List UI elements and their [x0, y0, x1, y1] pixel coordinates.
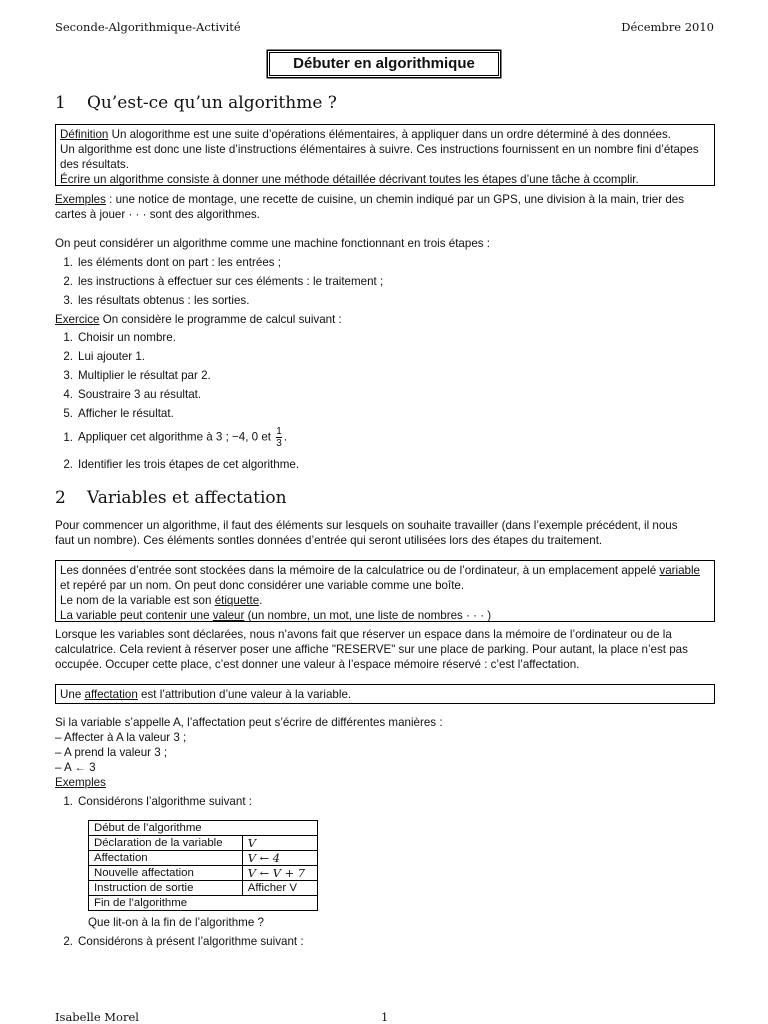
list-item: 4. Soustraire 3 au résultat.	[63, 388, 202, 401]
list-item: 5. Afficher le résultat.	[63, 407, 174, 420]
list-item: – A ← 3	[55, 761, 96, 774]
document-title: Débuter en algorithmique	[269, 52, 499, 76]
section-title: Qu’est-ce qu’un algorithme ?	[87, 93, 337, 113]
term-variable: variable	[659, 564, 700, 577]
list-item: 2. Lui ajouter 1.	[63, 350, 146, 363]
table-row: Affectation V ← 4	[89, 851, 318, 866]
paragraph-line: et repéré par un nom. On peut donc considérer une variable comme une boîte.	[60, 579, 465, 592]
section-number: 2	[55, 488, 66, 508]
section-1-heading	[55, 93, 337, 113]
examples-text: : une notice de montage, une recette de cuisine, un chemin indiqué par un GPS, une division à la main, trier des	[105, 193, 685, 206]
term-etiquette: étiquette	[214, 594, 260, 607]
examples-paragraph	[55, 192, 715, 222]
list-item: 2. les instructions à effectuer sur ces éléments : le traitement ;	[63, 275, 384, 288]
section-number: 1	[55, 93, 66, 113]
footer-author: Isabelle Morel	[55, 1010, 139, 1024]
page-number: 1	[381, 1010, 389, 1024]
exercise-text: On considère le programme de calcul suivant :	[99, 313, 342, 326]
questions-list	[55, 426, 299, 472]
program-list	[55, 330, 211, 421]
definition-label: Définition	[60, 128, 109, 141]
list-item: 3. Multiplier le résultat par 2.	[63, 369, 211, 382]
definition-text: Un alogorithme est une suite d’opérations élémentaires, à appliquer dans un ordre déterminé à des données.	[108, 128, 671, 141]
exercise-label: Exercice	[55, 313, 100, 326]
list-item: 2. Identifier les trois étapes de cet algorithme.	[63, 458, 300, 471]
table-row: Instruction de sortie Afficher V	[89, 881, 318, 896]
term-valeur: valeur	[212, 609, 245, 622]
algorithm-table	[88, 820, 318, 911]
definition-box	[55, 124, 715, 186]
running-header-left: Seconde-Algorithmique-Activité	[55, 20, 241, 34]
table-row: Début de l’algorithme	[89, 821, 318, 836]
paragraph-line: Lorsque les variables sont déclarées, nous n’avons fait que réserver un espace dans la mémoire de l’ordinateur ou de la	[55, 628, 672, 641]
running-header-right: Décembre 2010	[621, 20, 714, 34]
term-affectation: affectation	[84, 688, 138, 701]
examples-text: cartes à jouer · · · sont des algorithmes.	[55, 208, 260, 221]
affectation-box: Une affectation est l’attribution d’une valeur à la variable.	[55, 684, 715, 704]
section-2-intro	[55, 518, 715, 548]
reservation-paragraph	[55, 627, 715, 672]
table-row: Fin de l’algorithme	[89, 896, 318, 911]
paragraph-line: calculatrice. Cela revient à réserver poser une affiche "RESERVE" sur une place de parking. Pour autant, la place n’est pas	[55, 643, 688, 656]
steps-list	[55, 255, 383, 308]
examples-label: Exemples	[55, 776, 106, 789]
table-row: Déclaration de la variable V	[89, 836, 318, 851]
list-item: 3. les résultats obtenus : les sorties.	[63, 294, 250, 307]
definition-text: Écrire un algorithme consiste à donner une méthode détaillée décrivant toutes les étapes d’une tâche à ccomplir.	[60, 173, 639, 186]
paragraph-line: occupée. Occuper cette place, c’est donner une valeur à l’espace mémoire réservé : c’est l’affectation.	[55, 658, 580, 671]
list-item: 1. les éléments dont on part : les entrées ;	[63, 256, 282, 269]
fraction-one-third: $\frac{1}{3}$	[276, 426, 282, 449]
table-row: Nouvelle affectation V ← V + 7	[89, 866, 318, 881]
list-item: – A prend la valeur 3 ;	[55, 746, 168, 759]
section-2-heading	[55, 488, 287, 508]
question-after-table: Que lit-on à la fin de l’algorithme ?	[88, 916, 264, 929]
ways-block	[55, 715, 715, 790]
list-item: 2. Considérons à présent l’algorithme suivant :	[63, 935, 304, 948]
variable-box: Les données d’entrée sont stockées dans la mémoire de la calculatrice ou de l’ordinateur, à un emplacement appelé variable et repéré par un nom. On peut donc considérer une variable comme une boîte. Le nom de la variable est son étiquette. La variable peut contenir une valeur (un nombre, un mot, une liste de nombres · · · )	[55, 560, 715, 622]
list-item: 1. Choisir un nombre.	[63, 331, 176, 344]
paragraph-line: Pour commencer un algorithme, il faut des éléments sur lesquels on souhaite travailler (dans l’exemple précédent, il nous	[55, 519, 678, 532]
exercise-paragraph	[55, 312, 715, 327]
definition-text: des résultats.	[60, 158, 129, 171]
list-item: 1. Appliquer cet algorithme à 3 ; −4, 0 et $\frac{1}{3}$ .	[63, 426, 288, 449]
section-title: Variables et affectation	[87, 488, 287, 508]
machine-intro: On peut considérer un algorithme comme une machine fonctionnant en trois étapes :	[55, 237, 491, 250]
list-item: 1. Considérons l’algorithme suivant :	[63, 795, 252, 808]
paragraph-line: faut un nombre). Ces éléments sontles données d’entrée qui seront utilisées lors des étapes du traitement.	[55, 534, 603, 547]
paragraph-line: Si la variable s’appelle A, l’affectation peut s’écrire de différentes manières :	[55, 716, 443, 729]
examples-label: Exemples	[55, 193, 106, 206]
list-item: – Affecter à A la valeur 3 ;	[55, 731, 187, 744]
definition-text: Un algorithme est donc une liste d’instructions élémentaires à suivre. Ces instructions fournissent en un nombre fini d’étapes	[60, 143, 699, 156]
